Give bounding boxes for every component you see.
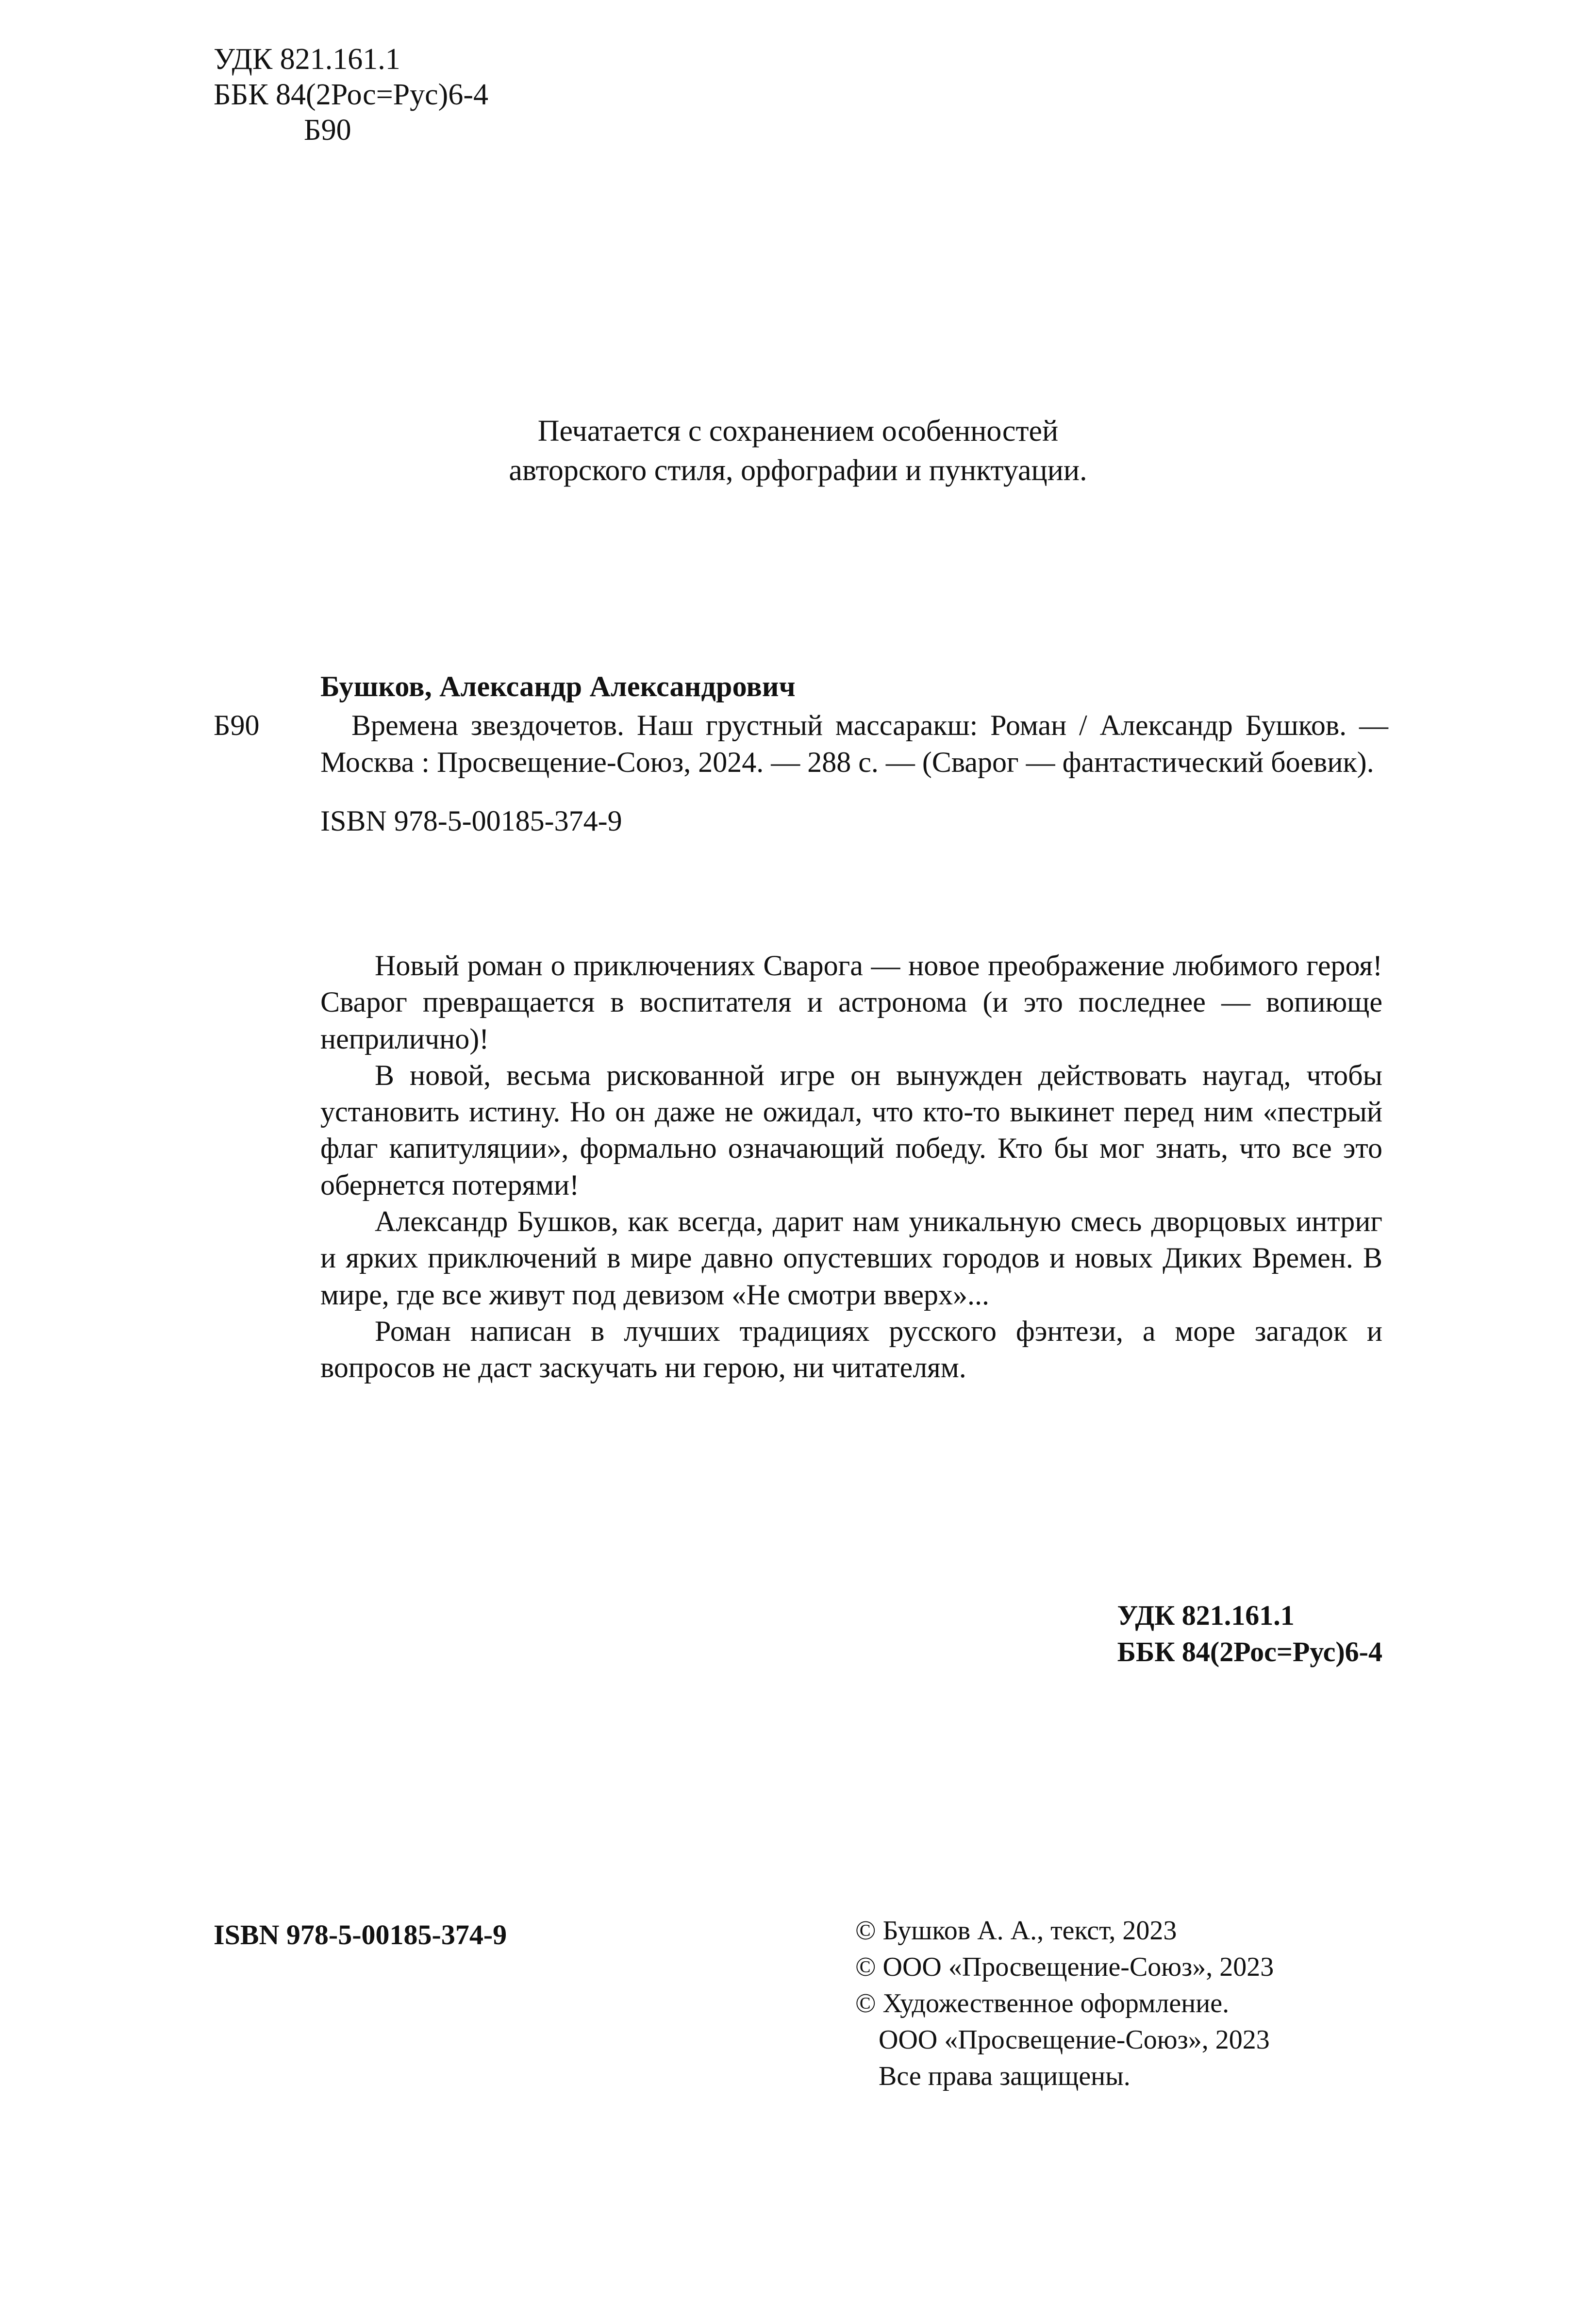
copyright-line-publisher: © ООО «Просвещение-Союз», 2023 xyxy=(855,1952,1274,1983)
annotation-paragraph: Новый роман о приключениях Сварога — новое преображение любимого героя! Сварог превращается в воспитателя и астронома (и это последнее — вопиюще неприлично)! xyxy=(320,950,1382,1055)
printing-notice-line-1: Печатается с сохранением особенностей xyxy=(537,415,1059,448)
printing-notice-line-2: авторского стиля, орфографии и пунктуации. xyxy=(509,453,1087,487)
bibliographic-record xyxy=(214,668,1388,839)
bbk-code-top: ББК 84(2Рос=Рус)6-4 xyxy=(214,78,488,112)
bbk-code-bottom: ББК 84(2Рос=Рус)6-4 xyxy=(1117,1636,1382,1668)
udk-code-bottom: УДК 821.161.1 xyxy=(1117,1600,1295,1631)
classification-codes-bottom xyxy=(1117,1597,1382,1670)
copyright-line-author: © Бушков А. А., текст, 2023 xyxy=(855,1916,1177,1946)
printing-notice xyxy=(0,412,1596,490)
copyright-line-design: © Художественное оформление. xyxy=(855,1988,1230,2019)
copyright-line-all-rights: Все права защищены. xyxy=(879,2061,1130,2092)
record-isbn: ISBN 978-5-00185-374-9 xyxy=(320,804,622,837)
copyright-line-design-publisher: ООО «Просвещение-Союз», 2023 xyxy=(879,2025,1270,2055)
shelfmark-code-top: Б90 xyxy=(304,114,351,147)
record-author: Бушков, Александр Александрович xyxy=(320,670,796,702)
udk-code-top: УДК 821.161.1 xyxy=(214,43,400,76)
record-shelfmark: Б90 xyxy=(214,709,260,742)
record-description: Времена звездочетов. Наш грустный массаракш: Роман / Александр Бушков. — Москва : Просвещение-Союз, 2024. — 288 с. — (Сварог — фантастический боевик). xyxy=(320,709,1388,779)
annotation-paragraph: Александр Бушков, как всегда, дарит нам уникальную смесь дворцовых интриг и ярких приключений в мире давно опустевших городов и новых Диких Времен. В мире, где все живут под девизом «Не смотри вверх»... xyxy=(320,1205,1382,1311)
annotation-text xyxy=(320,948,1382,1386)
record-body xyxy=(214,707,1388,781)
annotation-paragraph: Роман написан в лучших традициях русского фэнтези, а море загадок и вопросов не даст заскучать ни герою, ни читателям. xyxy=(320,1315,1382,1384)
classification-codes-top xyxy=(214,42,488,148)
footer-isbn: ISBN 978-5-00185-374-9 xyxy=(214,1919,507,1951)
copyright-block xyxy=(855,1913,1274,2095)
annotation-paragraph: В новой, весьма рискованной игре он вынужден действовать наугад, чтобы установить истину. Но он даже не ожидал, что кто-то выкинет перед ним «пестрый флаг капитуляции», формально означающий победу. Кто бы мог знать, что все это обернется потерями! xyxy=(320,1059,1382,1201)
